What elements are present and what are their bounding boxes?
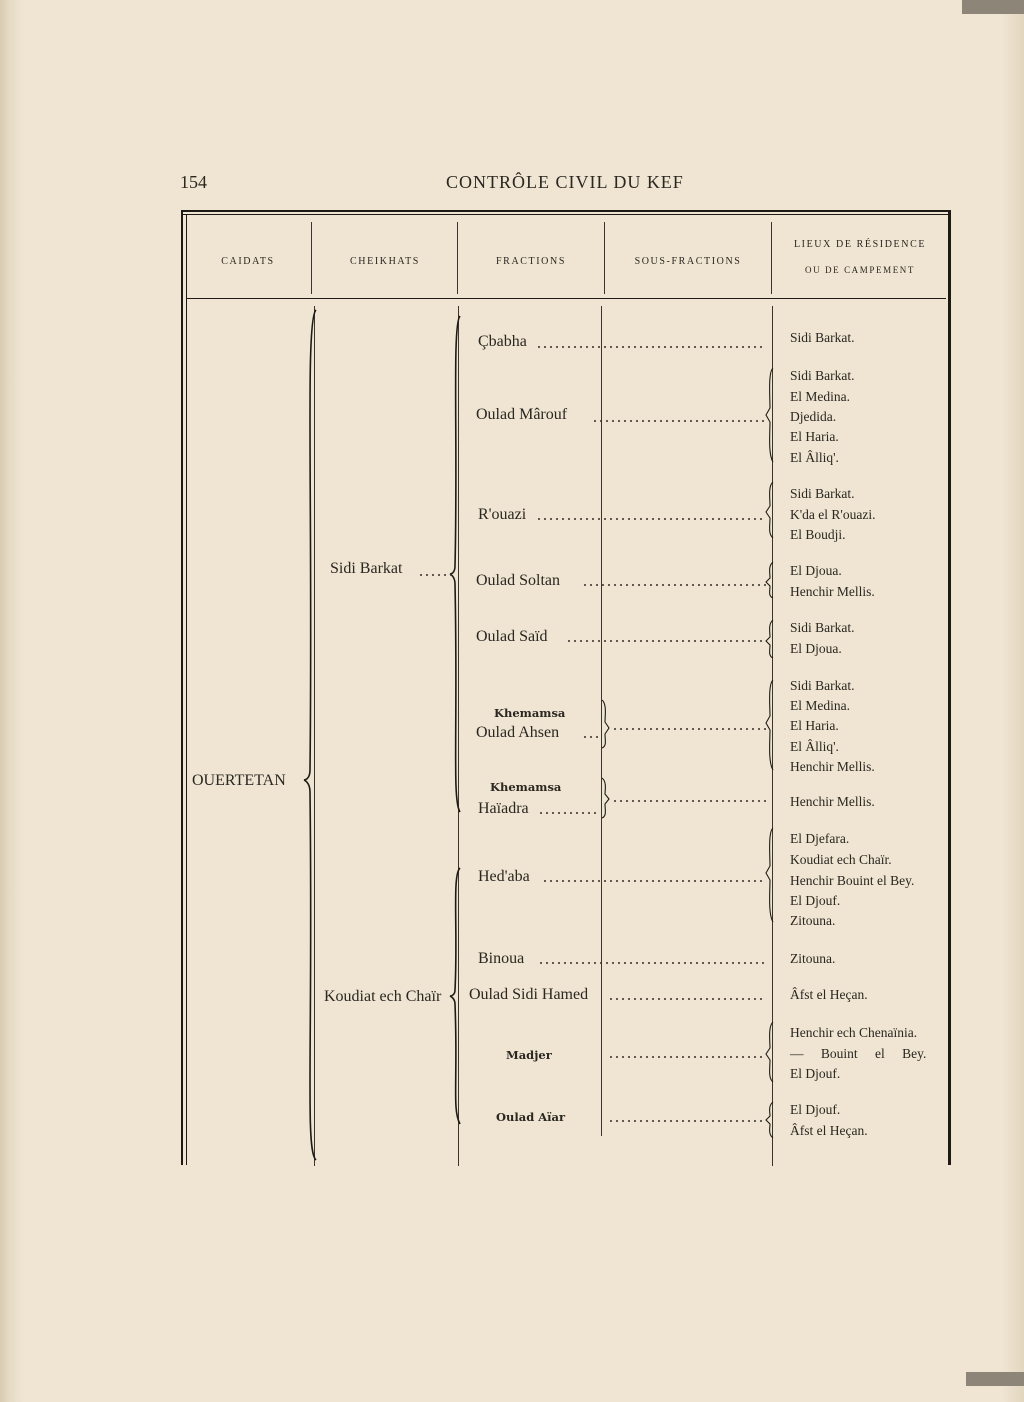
table-frame-top — [181, 210, 950, 212]
residence-item: El Djouf. — [790, 1066, 841, 1081]
cheikhat-name: Sidi Barkat — [330, 560, 403, 577]
residence-item: Sidi Barkat. — [790, 678, 855, 693]
leader-dots — [538, 962, 766, 964]
residence-item: El Medina. — [790, 698, 850, 713]
leader-dots — [536, 518, 766, 520]
residence-item: Henchir Mellis. — [790, 584, 875, 599]
residence-item: El Âlliq'. — [790, 450, 839, 465]
residence-item: Henchir ech Chenaïnia. — [790, 1025, 918, 1040]
residence-item: El Medina. — [790, 389, 850, 404]
header-residence-line2: OU DE CAMPEMENT — [804, 265, 915, 275]
fraction-name: Hed'aba — [478, 868, 530, 885]
table-frame-left — [181, 210, 183, 1165]
fraction-name: Oulad Sidi Hamed — [469, 986, 589, 1003]
fraction-name: Oulad Ahsen — [476, 724, 560, 741]
leader-dots — [536, 346, 766, 348]
fraction-prefix: Khemamsa — [494, 706, 566, 720]
residence-item: Sidi Barkat. — [790, 330, 855, 345]
leader-dots — [566, 640, 766, 642]
residence-item: Djedida. — [790, 409, 837, 424]
scan-corner-bottom — [966, 1372, 1024, 1386]
col-divider — [771, 222, 772, 294]
table-frame-top-inner — [181, 214, 950, 215]
fraction-name: Madjer — [506, 1048, 552, 1062]
residence-item: Henchir Mellis. — [790, 759, 875, 774]
residence-item: Sidi Barkat. — [790, 620, 855, 635]
residence-item: Henchir Mellis. — [790, 794, 875, 809]
residence-item: Sidi Barkat. — [790, 486, 855, 501]
fraction-name: Oulad Aïar — [496, 1110, 566, 1124]
fraction-name: Oulad Soltan — [476, 572, 560, 589]
leader-dots — [582, 736, 598, 738]
residence-item: Âfst el Heçan. — [790, 1123, 868, 1138]
col-divider — [772, 306, 773, 1166]
table-frame-right — [948, 210, 951, 1165]
leader-dots — [612, 800, 766, 802]
fraction-prefix: Khemamsa — [490, 780, 562, 794]
fraction-name: Oulad Mârouf — [476, 406, 568, 423]
residence-item: El Djouf. — [790, 893, 841, 908]
residence-item: El Djouf. — [790, 1102, 841, 1117]
header-rule — [186, 298, 946, 299]
leader-dots — [542, 880, 766, 882]
col-divider — [457, 222, 458, 294]
residence-item: El Boudji. — [790, 527, 846, 542]
leader-dots — [612, 728, 766, 730]
running-title: CONTRÔLE CIVIL DU KEF — [446, 172, 684, 192]
residence-item: El Haria. — [790, 718, 839, 733]
page-edge-right — [1002, 0, 1024, 1402]
table-frame-left-inner — [186, 214, 187, 1165]
leader-dots — [608, 998, 766, 1000]
leader-dots — [608, 1056, 766, 1058]
page-edge-left — [0, 0, 24, 1402]
residence-item: Henchir Bouint el Bey. — [790, 873, 915, 888]
header-fractions: FRACTIONS — [496, 256, 566, 267]
fraction-name: Çbabha — [478, 333, 527, 350]
leader-dots — [538, 812, 598, 814]
residence-item: Âfst el Heçan. — [790, 987, 868, 1002]
page-number: 154 — [180, 172, 207, 192]
leader-dots — [592, 420, 766, 422]
residence-item: K'da el R'ouazi. — [790, 507, 876, 522]
cheikhat-name: Koudiat ech Chaïr — [324, 988, 442, 1005]
residence-item: El Djoua. — [790, 563, 842, 578]
col-divider — [458, 306, 459, 1166]
residence-item: Koudiat ech Chaïr. — [790, 852, 892, 867]
header-caidats: CAIDATS — [221, 256, 275, 267]
header-sous-fractions: SOUS-FRACTIONS — [634, 256, 742, 267]
leader-dots — [582, 584, 766, 586]
residence-item: El Âlliq'. — [790, 739, 839, 754]
residence-item: — Bouint el Bey. — [790, 1046, 927, 1061]
header-cheikhats: CHEIKHATS — [350, 256, 420, 267]
fraction-name: R'ouazi — [478, 506, 527, 523]
header-residence-line1: LIEUX DE RÉSIDENCE — [793, 239, 927, 250]
col-divider — [314, 306, 315, 1166]
fraction-name: Oulad Saïd — [476, 628, 548, 645]
fraction-name: Binoua — [478, 950, 525, 967]
col-divider — [604, 222, 605, 294]
residence-item: Zitouna. — [790, 951, 836, 966]
residence-item: El Haria. — [790, 429, 839, 444]
fraction-name: Haïadra — [478, 800, 529, 817]
col-divider — [601, 306, 602, 1136]
leader-dots — [608, 1120, 766, 1122]
leader-dots — [418, 574, 452, 576]
residence-item: Sidi Barkat. — [790, 368, 855, 383]
col-divider — [311, 222, 312, 294]
residence-item: El Djefara. — [790, 831, 850, 846]
residence-item: El Djoua. — [790, 641, 842, 656]
caidat-name: OUERTETAN — [192, 772, 286, 789]
scan-corner-top — [962, 0, 1024, 14]
residence-item: Zitouna. — [790, 913, 836, 928]
